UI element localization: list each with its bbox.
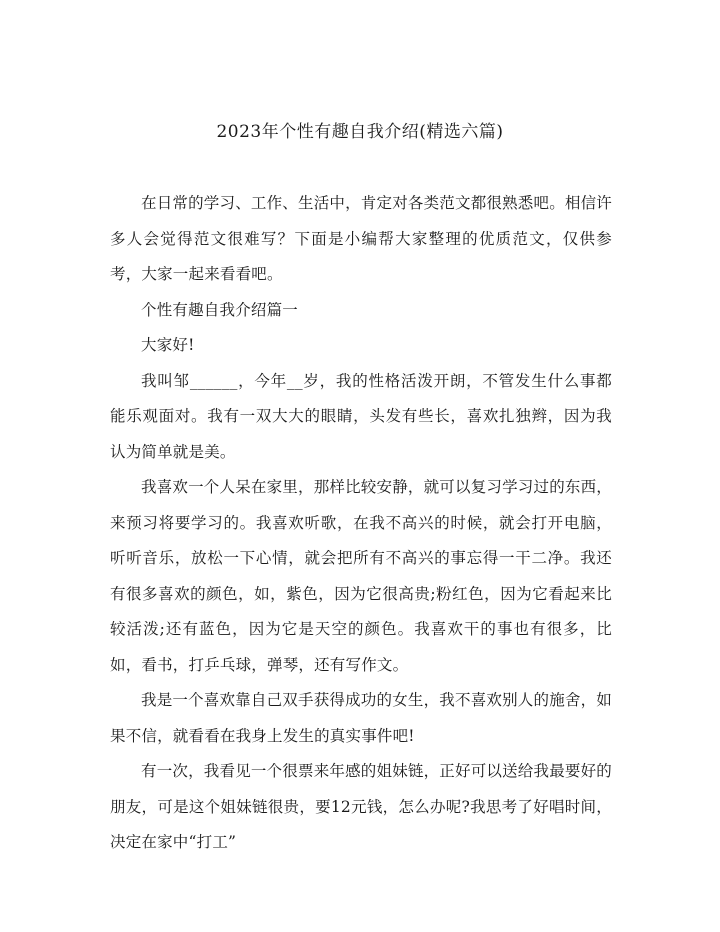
paragraph-greeting: 大家好! [141,336,195,354]
document-title: 2023年个性有趣自我介绍(精选六篇) [216,122,504,142]
paragraph-hobbies: 我喜欢一个人呆在家里，那样比较安静，就可以复习学习过的东西，来预习将要学习的。我喜欢听歌，在我不高兴的时候，就会打开电脑，听听音乐，放松一下心情，就会把所有不高兴的事忘得一干二净。我还有很多喜欢的颜色，如，紫色，因为它很高贵;粉红色，因为它看起来比较活泼;还有蓝色，因为它是天空的颜色。我喜欢干的事也有很多，比如，看书，打乒乓球，弹琴，还有写作文。 [110,478,613,674]
section-heading: 个性有趣自我介绍篇一 [141,300,299,319]
paragraph-name-age: 我叫邹______，今年__岁，我的性格活泼开朗，不管发生什么事都能乐观面对。我有一双大大的眼睛，头发有些长，喜欢扎独辫，因为我认为简单就是美。 [110,371,612,461]
paragraph-intro: 在日常的学习、工作、生活中，肯定对各类范文都很熟悉吧。相信许多人会觉得范文很难写？下面是小编帮大家整理的优质范文，仅供参考，大家一起来看看吧。 [110,194,613,283]
paragraph-story: 有一次，我看见一个很票来年感的姐妹链，正好可以送给我最要好的朋友，可是这个姐妹链很贵，要12元钱，怎么办呢?我思考了好唱时间，决定在家中“打工” [110,762,613,851]
document-body [110,186,612,861]
paragraph-self-reliance: 我是一个喜欢靠自己双手获得成功的女生，我不喜欢别人的施舍，如果不信，就看看在我身上发生的真实事件吧! [110,691,613,745]
